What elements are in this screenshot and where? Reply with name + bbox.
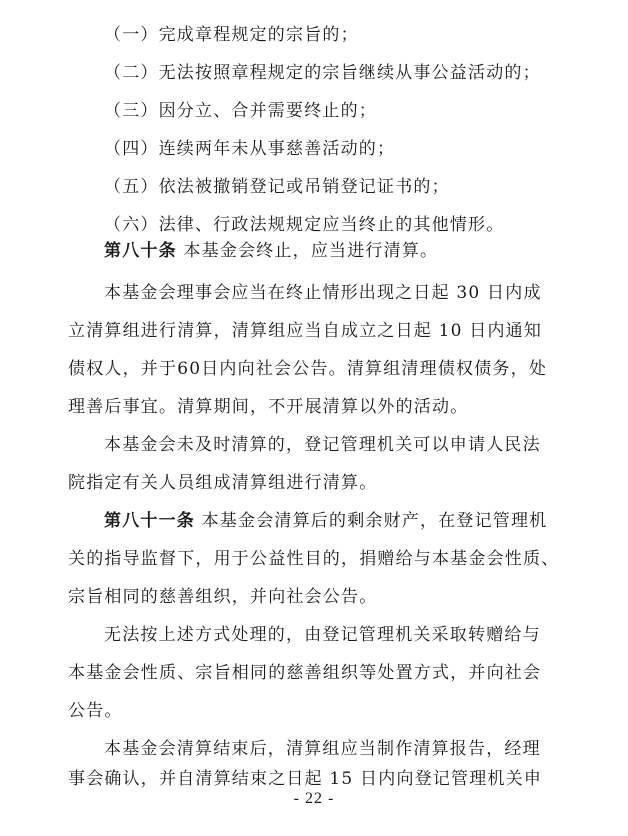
paragraph-line: 事会确认，并自清算结束之日起 15 日内向登记管理机关申: [68, 769, 543, 789]
paragraph-line: 本基金会清算结束后，清算组应当制作清算报告，经理: [104, 739, 541, 759]
article-heading: 第八十条: [104, 241, 177, 261]
list-item: （三）因分立、合并需要终止的；: [104, 101, 377, 121]
paragraph-line: 宗旨相同的慈善组织，并向社会公告。: [68, 587, 378, 607]
paragraph-line: 本基金会未及时清算的，登记管理机关可以申请人民法: [104, 435, 541, 455]
paragraph-line: 公告。: [68, 701, 123, 721]
article-80: [104, 240, 438, 262]
paragraph-line: 债权人，并于60日内向社会公告。清算组清理债权债务，处: [68, 359, 548, 379]
list-item: （六）法律、行政法规规定应当终止的其他情形。: [104, 215, 505, 235]
paragraph-line: 无法按上述方式处理的，由登记管理机关采取转赠给与: [104, 625, 541, 645]
article-text: 本基金会终止，应当进行清算。: [183, 241, 439, 261]
paragraph-line: 立清算组进行清算，清算组应当自成立之日起 10 日内通知: [68, 321, 543, 341]
paragraph-line: 院指定有关人员组成清算组进行清算。: [68, 473, 378, 493]
article-heading: 第八十一条: [104, 511, 195, 531]
page-number: - 22 -: [293, 790, 335, 807]
paragraph-line: 关的指导监督下，用于公益性目的，捐赠给与本基金会性质、: [68, 549, 560, 569]
list-item: （一）完成章程规定的宗旨的；: [104, 25, 359, 45]
paragraph-line: 理善后事宜。清算期间，不开展清算以外的活动。: [68, 397, 469, 417]
article-81: [104, 510, 547, 532]
article-text: 本基金会清算后的剩余财产，在登记管理机: [201, 511, 548, 531]
list-item: （五）依法被撤销登记或吊销登记证书的；: [104, 177, 450, 197]
list-item: （四）连续两年未从事慈善活动的；: [104, 139, 396, 159]
paragraph-line: 本基金会性质、宗旨相同的慈善组织等处置方式，并向社会: [68, 663, 542, 683]
list-item: （二）无法按照章程规定的宗旨继续从事公益活动的；: [104, 63, 541, 83]
paragraph-line: 本基金会理事会应当在终止情形出现之日起 30 日内成: [104, 283, 542, 303]
